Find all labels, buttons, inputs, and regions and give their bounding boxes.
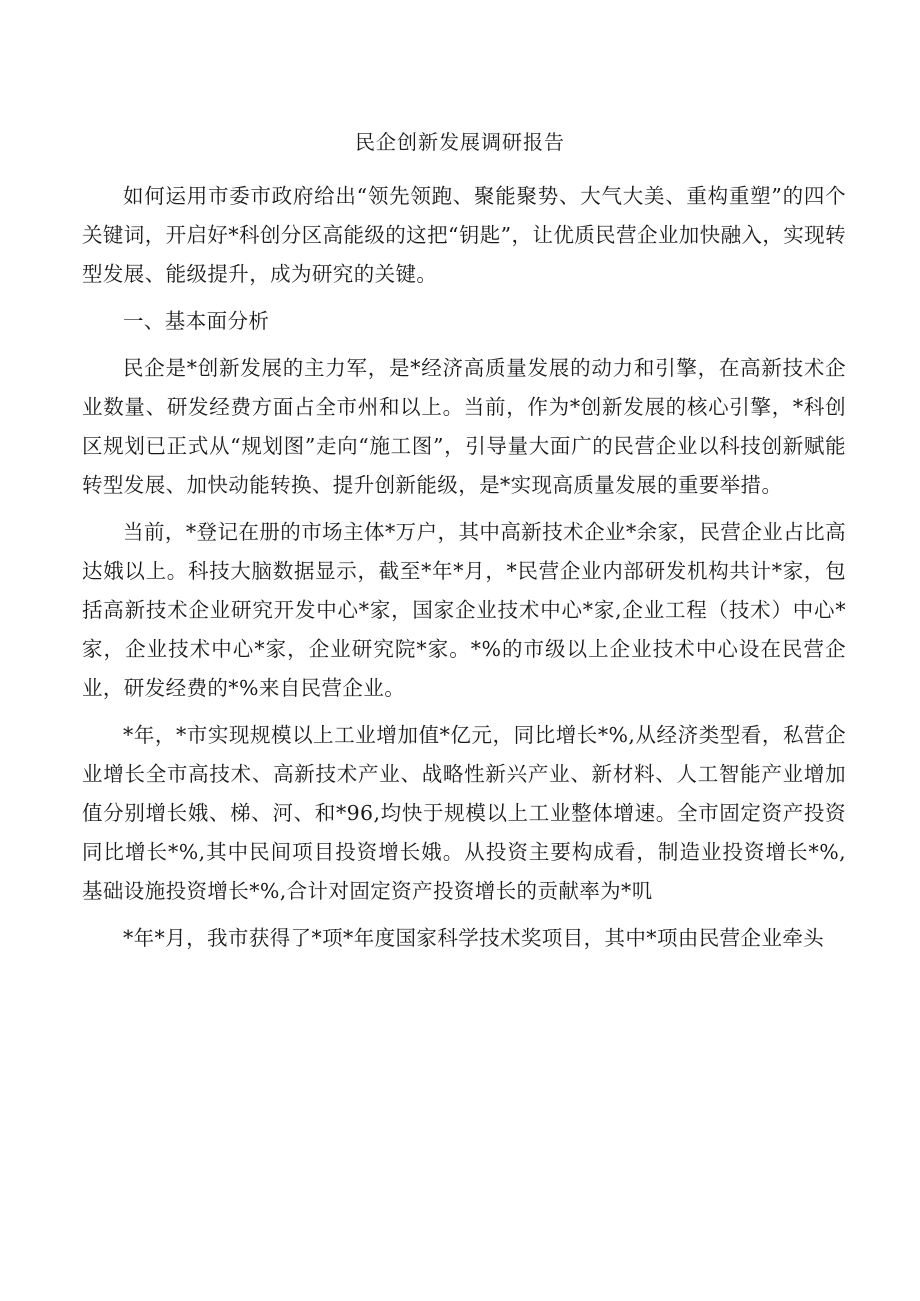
paragraph-4: *年，*市实现规模以上工业增加值*亿元，同比增长*%,从经济类型看，私营企业增长全市高技术、高新技术产业、战略性新兴产业、新材料、人工智能产业增加值分别增长娥、梯、河、和*96,均快于规模以上工业整体增速。全市固定资产投资同比增长*%,其中民间项目投资增长娥。从投资主要构成看，制造业投资增长*%,基础设施投资增长*%,合计对固定资产投资增长的贡献率为*叽 — [82, 723, 846, 903]
paragraph-5: *年*月，我市获得了*项*年度国家科学技术奖项目，其中*项由民营企业牵头 — [123, 926, 825, 950]
paragraph-intro: 如何运用市委市政府给出“领先领跑、聚能聚势、大气大美、重构重塑”的四个关键词，开启好*科创分区高能级的这把“钥匙”，让优质民营企业加快融入，实现转型发展、能级提升，成为研究的关键。 — [82, 184, 846, 286]
document-body — [82, 177, 846, 966]
paragraph-3: 当前，*登记在册的市场主体*万户，其中高新技术企业*余家，民营企业占比高达娥以上。科技大脑数据显示，截至*年*月，*民营企业内部研发机构共计*家，包括高新技术企业研究开发中心*家，国家企业技术中心*家,企业工程（技术）中心*家，企业技术中心*家，企业研究院*家。*%的市级以上企业技术中心设在民营企业，研发经费的*%来自民营企业。 — [82, 520, 846, 700]
paragraph-2: 民企是*创新发展的主力军，是*经济高质量发展的动力和引擎，在高新技术企业数量、研发经费方面占全市州和以上。当前，作为*创新发展的核心引擎，*科创区规划已正式从“规划图”走向“施工图”，引导量大面广的民营企业以科技创新赋能转型发展、加快动能转换、提升创新能级，是*实现高质量发展的重要举措。 — [82, 356, 846, 497]
document-title: 民企创新发展调研报告 — [355, 130, 565, 154]
section-heading-1: 一、基本面分析 — [123, 309, 270, 333]
